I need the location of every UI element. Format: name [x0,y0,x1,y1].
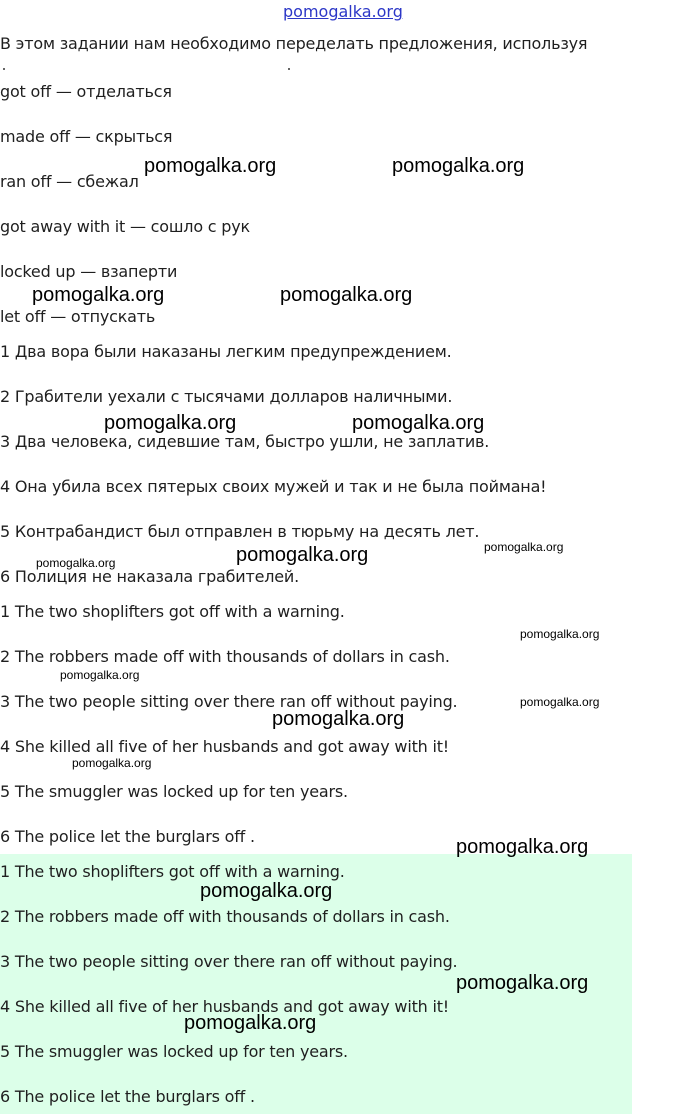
vocab-item: made off — скрыться [0,127,173,146]
russian-sentence: 6 Полиция не наказала грабителей. [0,567,300,586]
watermark: pomogalka.org [104,412,237,434]
russian-sentence: 3 Два человека, сидевшие там, быстро ушли, не заплатив. [0,432,490,451]
watermark: pomogalka.org [272,708,405,730]
vocab-item: ran off — сбежал [0,172,139,191]
watermark: pomogalka.org [484,540,564,554]
answer-sentence: 6 The police let the burglars off . [0,1087,255,1106]
watermark: pomogalka.org [520,627,600,641]
vocab-item: let off — отпускать [0,307,156,326]
cropped-line [0,66,300,72]
intro-text: В этом задании нам необходимо переделать предложения, используя [0,34,588,53]
answer-sentence: 5 The smuggler was locked up for ten years. [0,1042,348,1061]
english-sentence: 6 The police let the burglars off . [0,827,255,846]
english-sentence: 4 She killed all five of her husbands and got away with it! [0,737,449,756]
english-sentence: 3 The two people sitting over there ran off without paying. [0,692,458,711]
russian-sentence: 5 Контрабандист был отправлен в тюрьму на десять лет. [0,522,480,541]
answer-sentence: 3 The two people sitting over there ran off without paying. [0,952,458,971]
russian-sentence: 2 Грабители уехали с тысячами долларов наличными. [0,387,453,406]
answer-sentence: 4 She killed all five of her husbands and got away with it! [0,997,449,1016]
english-sentence: 2 The robbers made off with thousands of dollars in cash. [0,647,450,666]
watermark: pomogalka.org [280,284,413,306]
vocab-item: got away with it — сошло с рук [0,217,250,236]
russian-sentence: 1 Два вора были наказаны легким предупреждением. [0,342,452,361]
watermark: pomogalka.org [144,155,277,177]
watermark: pomogalka.org [520,695,600,709]
vocab-item: locked up — взаперти [0,262,178,281]
watermark: pomogalka.org [236,544,369,566]
watermark: pomogalka.org [456,836,589,858]
vocab-item: got off — отделаться [0,82,172,101]
answer-sentence: 2 The robbers made off with thousands of dollars in cash. [0,907,450,926]
watermark: pomogalka.org [184,1012,317,1034]
english-sentence: 1 The two shoplifters got off with a warning. [0,602,345,621]
watermark: pomogalka.org [32,284,165,306]
english-sentence: 5 The smuggler was locked up for ten years. [0,782,348,801]
watermark: pomogalka.org [200,880,333,902]
site-link[interactable]: pomogalka.org [283,2,403,21]
watermark: pomogalka.org [60,668,140,682]
watermark: pomogalka.org [352,412,485,434]
watermark: pomogalka.org [392,155,525,177]
answer-sentence: 1 The two shoplifters got off with a warning. [0,862,345,881]
watermark: pomogalka.org [36,556,116,570]
watermark: pomogalka.org [456,972,589,994]
russian-sentence: 4 Она убила всех пятерых своих мужей и так и не была поймана! [0,477,547,496]
watermark: pomogalka.org [72,756,152,770]
